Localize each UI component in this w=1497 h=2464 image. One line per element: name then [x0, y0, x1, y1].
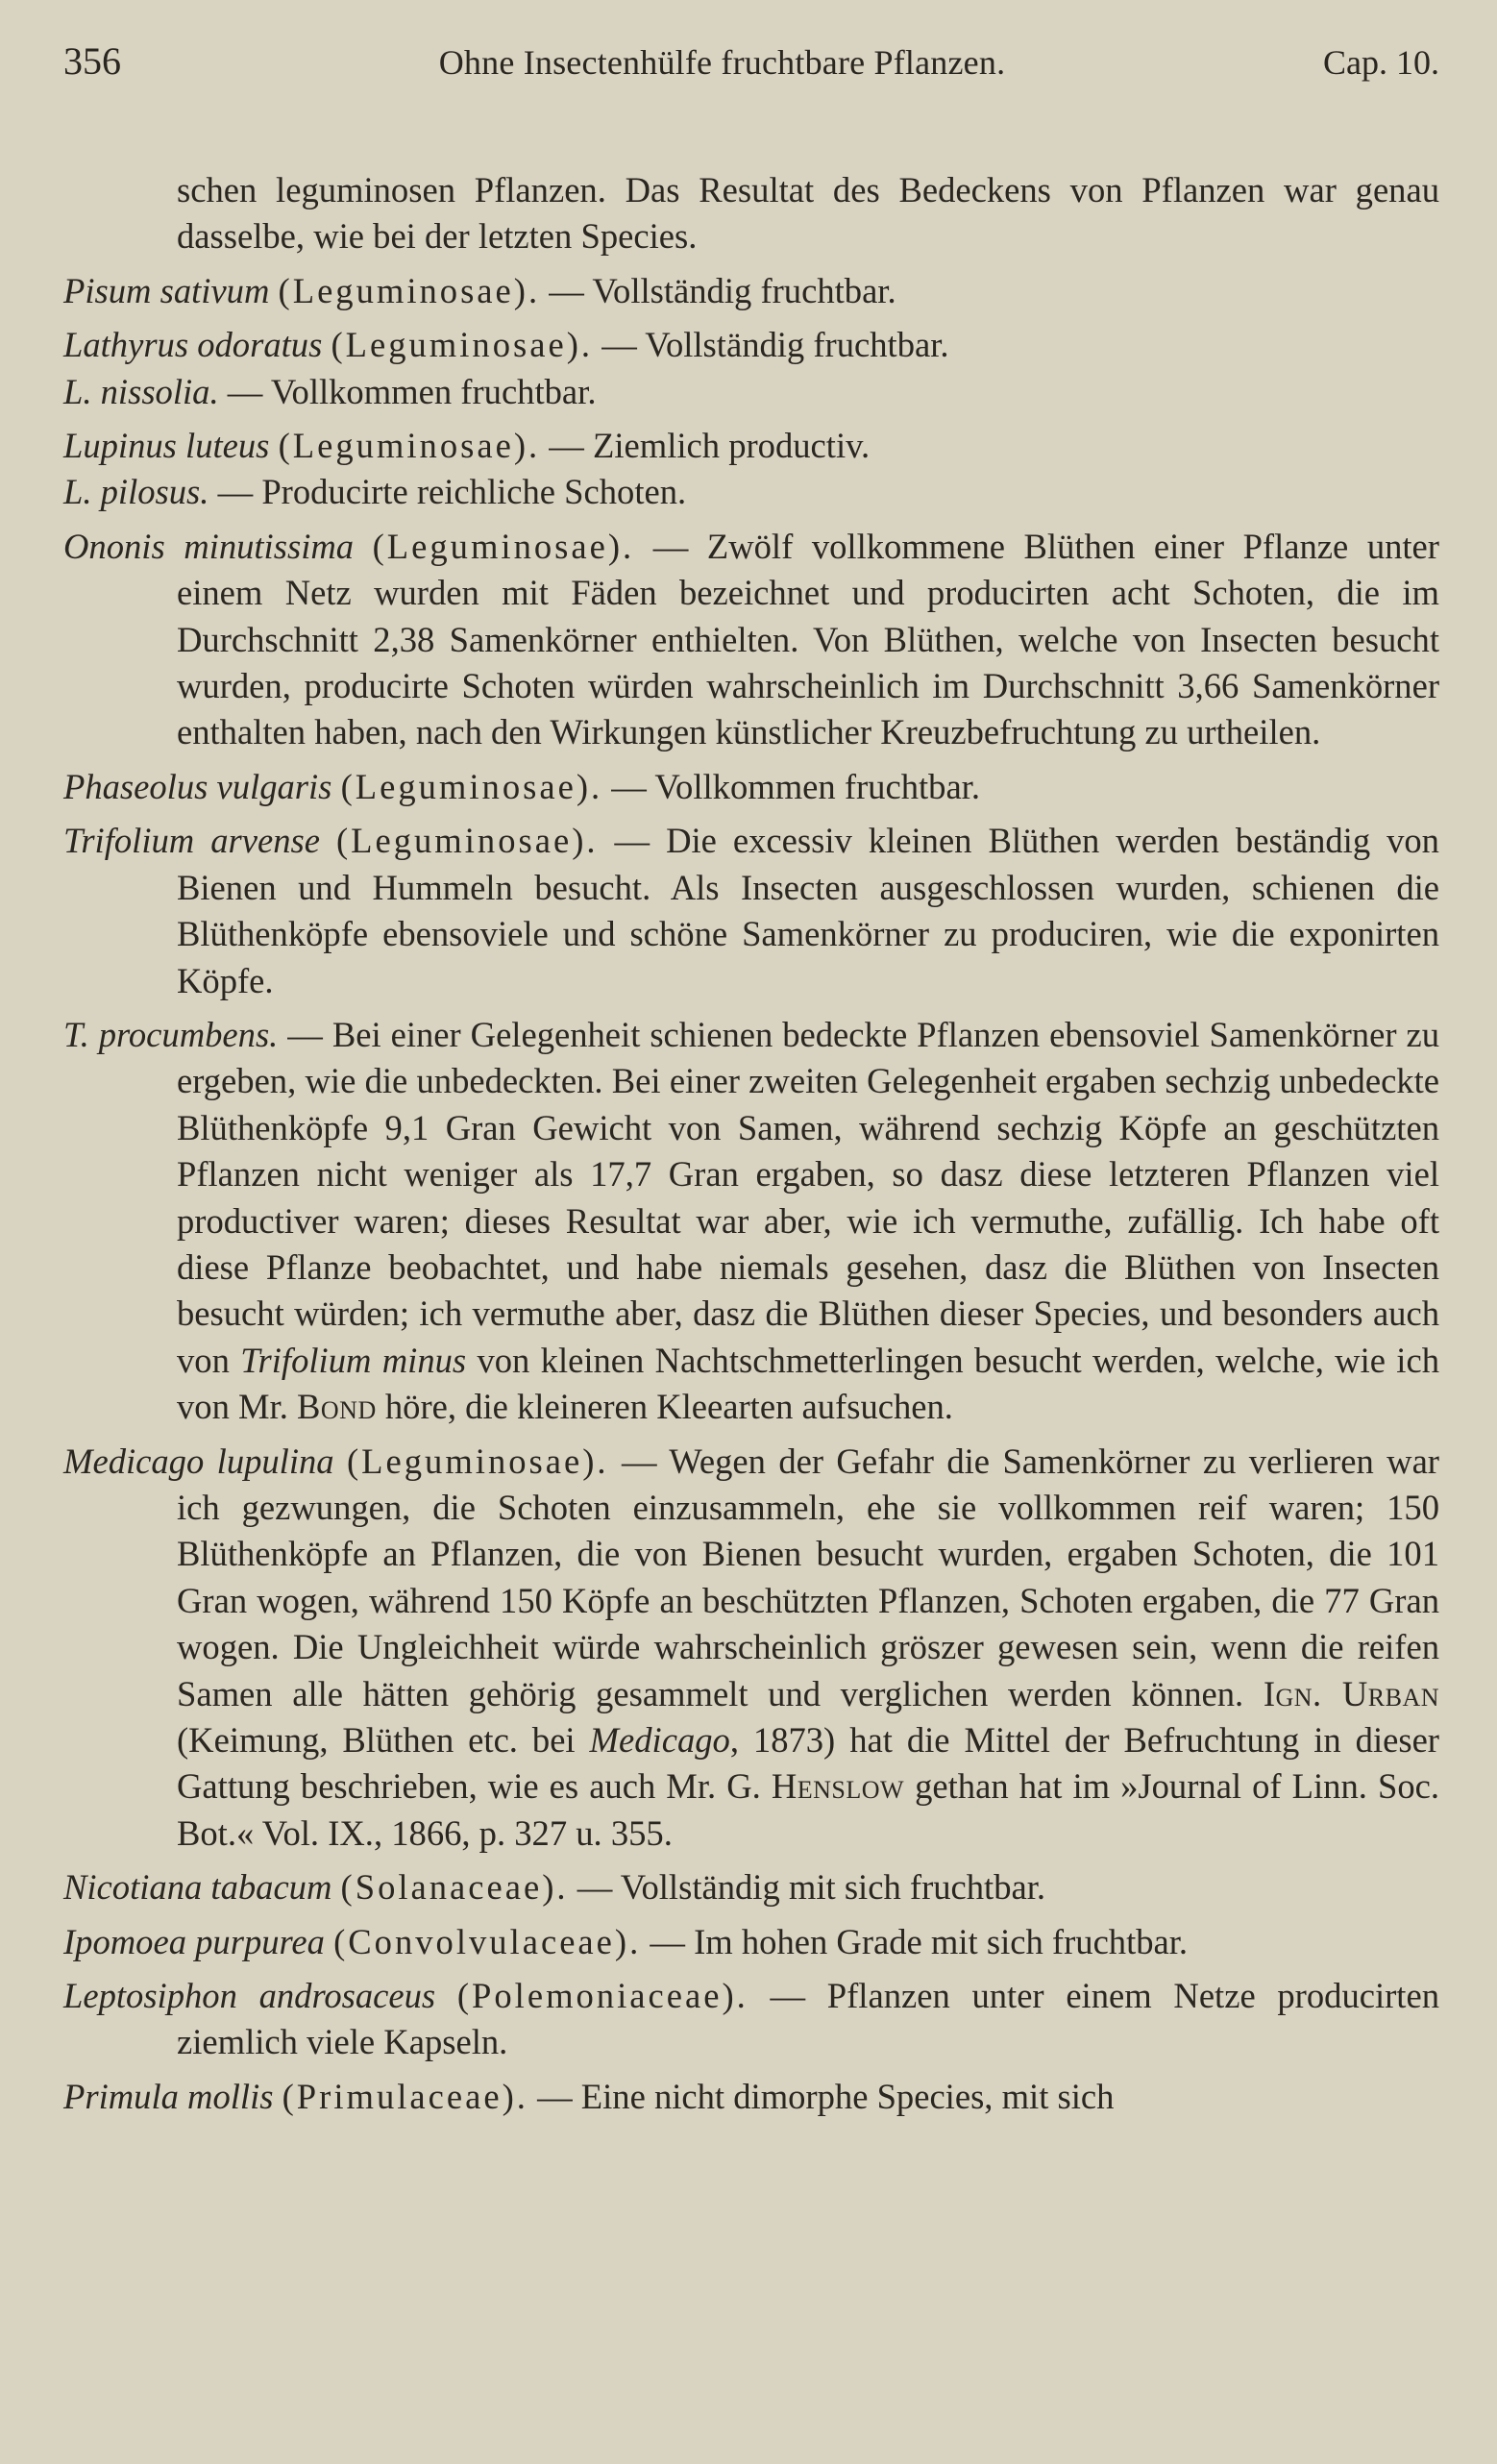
family-name: (Polemoniaceae). — [456, 1976, 748, 2016]
family-name: (Leguminosae). — [340, 766, 603, 806]
chapter-label: Cap. 10. — [1323, 43, 1439, 82]
species-name: Ononis minutissima — [63, 526, 355, 566]
species-entry-medicago-lupulina — [63, 1439, 1439, 1858]
entry-text: — Bei einer Gelegenheit schienen bedeckte Pflanzen ebensoviel Samenkörner zu ergeben, wie die unbedeckten. Bei einer zweiten Gelegenheit ergaben sechzig unbedeckte Blüthenköpfe 9,1 Gran Gewicht von Samen, während sechzig Köpfe an geschützten Pflanzen nicht weniger als 17,7 Gran ergaben, so dasz diese letzteren Pflanzen viel productiver waren; dieses Resultat war aber, wie ich vermuthe, zufällig. Ich habe oft diese Pflanze beobachtet, und habe niemals gesehen, dasz die Blüthen von Insecten besucht würden; ich vermuthe aber, dasz die Blüthen dieser Species, und besonders auch von — [177, 1014, 1439, 1380]
entry-text: höre, die kleineren Kleearten aufsuchen. — [376, 1387, 953, 1427]
species-name: Trifolium arvense — [63, 821, 320, 861]
entry-text: gethan hat im »Journal of Linn. Soc. Bot.« Vol. IX., 1866, p. 327 u. 355. — [177, 1766, 1439, 1853]
author-name: Bond — [297, 1387, 377, 1427]
species-entry-l-pilosus — [63, 469, 1439, 515]
species-name: Pisum sativum — [63, 270, 270, 310]
species-name: Lupinus luteus — [63, 426, 270, 466]
species-entry-ononis-minutissima — [63, 524, 1439, 756]
species-name: Phaseolus vulgaris — [63, 766, 332, 806]
species-entry-l-nissolia — [63, 369, 1439, 415]
entry-text: — Producirte reichliche Schoten. — [217, 472, 687, 512]
species-name: T. procumbens. — [63, 1014, 279, 1054]
entry-text: (Keimung, Blüthen etc. bei — [177, 1720, 590, 1760]
species-entry-trifolium-arvense — [63, 818, 1439, 1004]
family-name: (Convolvulaceae). — [333, 1921, 642, 1961]
entry-text: , 1873) hat die Mittel der Befruchtung in dieser Gattung beschrieben, wie es auch Mr. G. — [177, 1720, 1439, 1807]
entry-text: — Eine nicht dimorphe Species, mit sich — [537, 2076, 1115, 2116]
entry-text: — Wegen der Gefahr die Samenkörner zu verlieren war ich gezwungen, die Schoten einzusammeln, ehe sie vollkommen reif waren; 150 Blüthenköpfe an Pflanzen, die von Bienen besucht wurden, ergaben Schoten, die 101 Gran wogen, während 150 Köpfe an beschützten Pflanzen, Schoten ergaben, die 77 Gran wogen. Die Ungleichheit würde wahrscheinlich gröszer gewesen sein, wenn die reifen Samen alle hätten gehörig gesammelt und verglichen werden können. — [177, 1441, 1439, 1713]
family-name: (Leguminosae). — [347, 1441, 609, 1481]
species-name: L. nissolia. — [63, 371, 219, 411]
entry-text: — Im hohen Grade mit sich fruchtbar. — [650, 1921, 1189, 1961]
entry-text: — Vollständig fruchtbar. — [601, 325, 949, 365]
entry-text: von kleinen Nachtschmetterlingen besucht werden, welche, wie ich von Mr. — [177, 1340, 1439, 1427]
inline-species-name: Trifolium minus — [240, 1340, 467, 1380]
species-entry-ipomoea-purpurea — [63, 1919, 1439, 1965]
species-name: Ipomoea purpurea — [63, 1921, 325, 1961]
species-entry-primula-mollis — [63, 2074, 1439, 2120]
species-entry-t-procumbens — [63, 1012, 1439, 1431]
species-entry-lathyrus-odoratus — [63, 322, 1439, 368]
entry-text: — Pflanzen unter einem Netze producirten ziemlich viele Kapseln. — [177, 1976, 1439, 2062]
family-name: (Primulaceae). — [282, 2076, 528, 2116]
species-entry-phaseolus-vulgaris — [63, 764, 1439, 810]
paragraph-continuation — [63, 167, 1439, 260]
species-entry-nicotiana-tabacum — [63, 1864, 1439, 1910]
family-name: (Leguminosae). — [335, 821, 599, 861]
author-name: Ign. Urban — [1263, 1673, 1439, 1713]
page-number: 356 — [63, 39, 121, 83]
family-name: (Leguminosae). — [372, 526, 635, 566]
species-entry-lupinus-luteus — [63, 423, 1439, 469]
species-entry-pisum-sativum — [63, 268, 1439, 314]
entry-text: — Vollständig fruchtbar. — [549, 270, 896, 310]
species-entry-leptosiphon-androsaceus — [63, 1973, 1439, 2066]
entry-text: — Vollständig mit sich fruchtbar. — [577, 1867, 1046, 1908]
family-name: (Leguminosae). — [278, 270, 541, 310]
entry-text: — Zwölf vollkommene Blüthen einer Pflanze unter einem Netz wurden mit Fäden bezeichnet und producirten acht Schoten, die im Durchschnitt 2,38 Samenkörner enthielten. Von Blüthen, welche von Insecten besucht wurden, producirte Schoten würden wahrscheinlich im Durchschnitt 3,66 Samenkörner enthalten haben, nach den Wirkungen künstlicher Kreuzbefruchtung zu urtheilen. — [177, 526, 1439, 752]
species-name: Lathyrus odoratus — [63, 325, 323, 365]
species-name: Nicotiana tabacum — [63, 1867, 332, 1908]
species-name: Leptosiphon androsaceus — [63, 1976, 436, 2016]
family-name: (Solanaceae). — [340, 1867, 569, 1908]
family-name: (Leguminosae). — [278, 426, 541, 466]
entry-text: — Vollkommen fruchtbar. — [611, 766, 980, 806]
species-name: Medicago lupulina — [63, 1441, 334, 1481]
species-name: L. pilosus. — [63, 472, 209, 512]
author-name: Henslow — [771, 1766, 905, 1807]
entry-text: — Ziemlich productiv. — [549, 426, 871, 466]
entry-text: schen leguminosen Pflanzen. Das Resultat des Bedeckens von Pflanzen war genau dasselbe, wie bei der letzten Species. — [177, 170, 1439, 257]
family-name: (Leguminosae). — [331, 325, 594, 365]
running-title: Ohne Insectenhülfe fruchtbare Pflanzen. — [438, 43, 1006, 82]
entry-text: — Vollkommen fruchtbar. — [227, 371, 597, 411]
species-name: Primula mollis — [63, 2076, 274, 2116]
body-text — [63, 167, 1439, 2120]
page-header — [63, 38, 1439, 92]
inline-genus-name: Medicago — [589, 1720, 730, 1760]
entry-text: — Die excessiv kleinen Blüthen werden beständig von Bienen und Hummeln besucht. Als Insecten ausgeschlossen wurden, schienen die Blüthenköpfe ebensoviele und schöne Samenkörner zu produciren, wie die exponirten Köpfe. — [177, 821, 1439, 1000]
